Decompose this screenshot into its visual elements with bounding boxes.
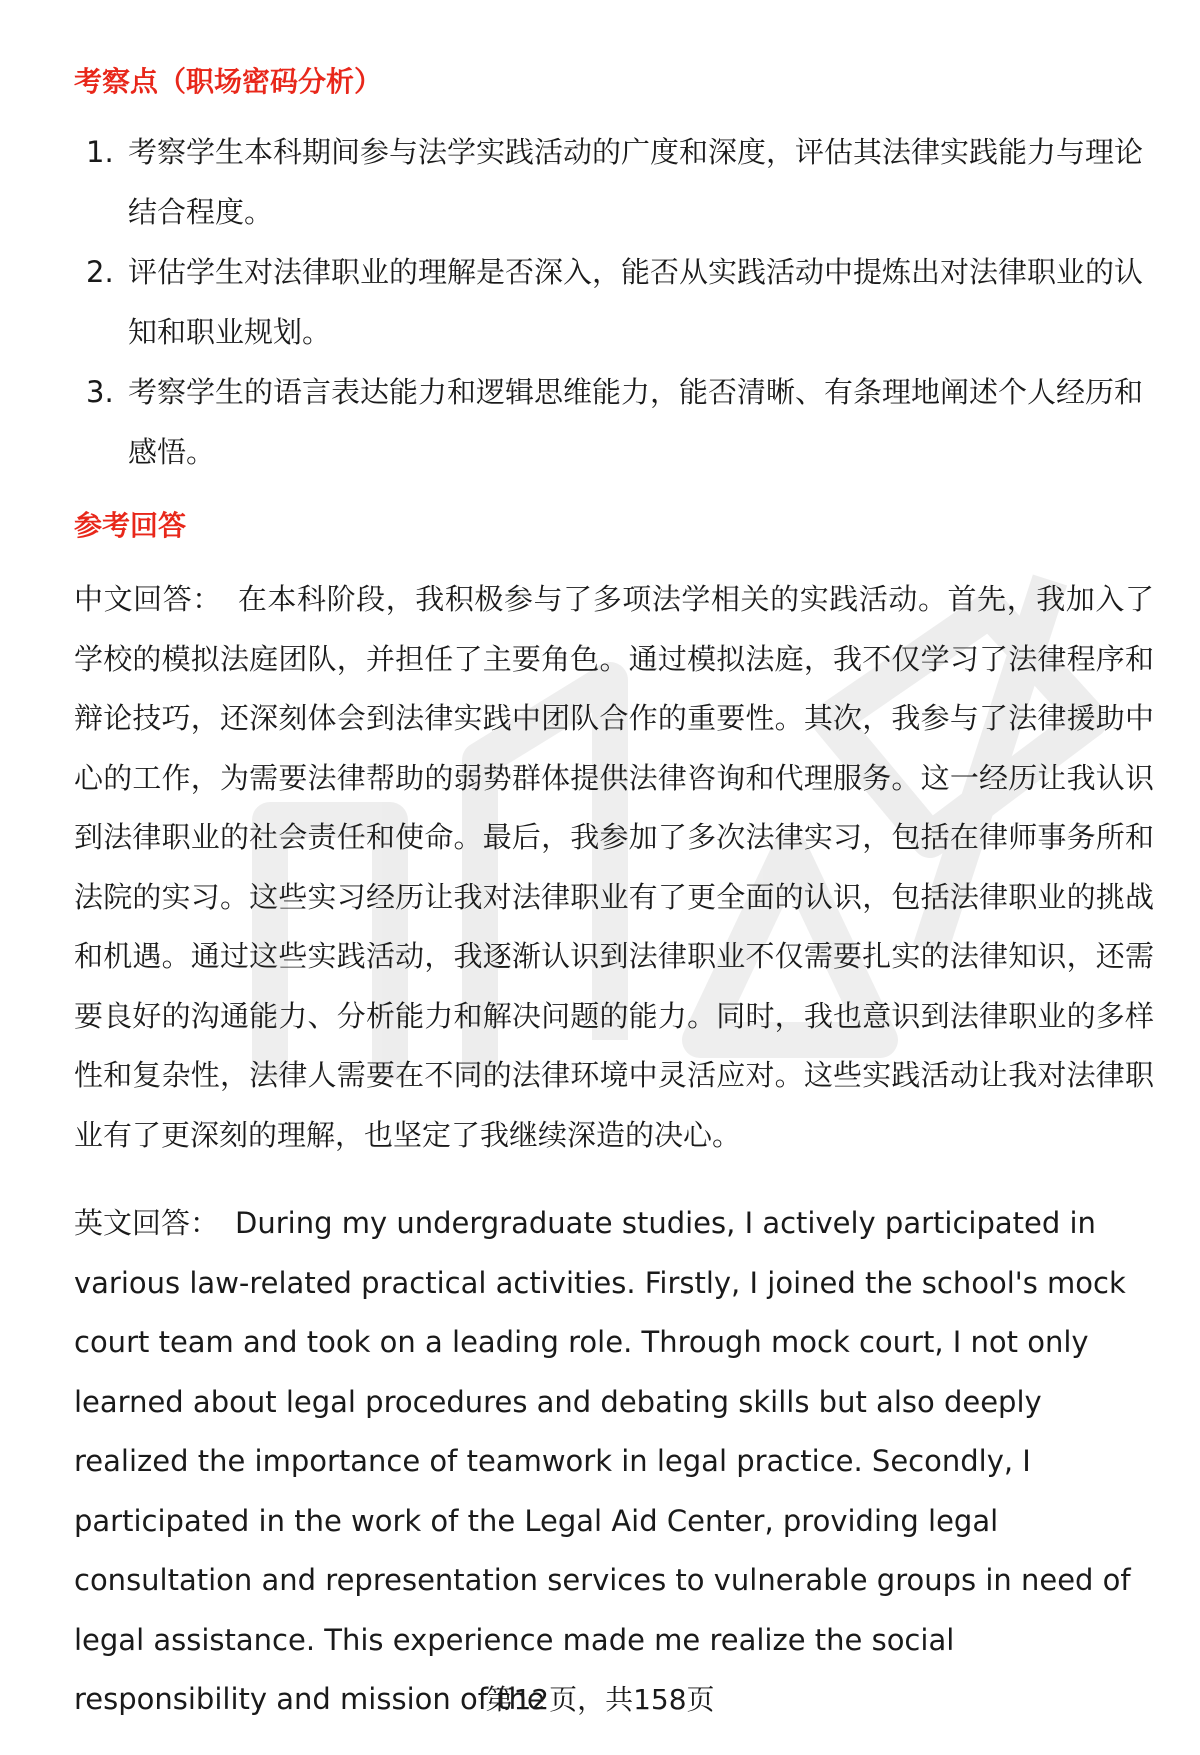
chinese-answer-text: 在本科阶段，我积极参与了多项法学相关的实践活动。首先，我加入了学校的模拟法庭团队，并担任了主要角色。通过模拟法庭，我不仅学习了法律程序和辩论技巧，还深刻体会到法律实践中团队合作的重要性。其次，我参与了法律援助中心的工作，为需要法律帮助的弱势群体提供法律咨询和代理服务。这一经历让我认识到法律职业的社会责任和使命。最后，我参加了多次法律实习，包括在律师事务所和法院的实习。这些实习经历让我对法律职业有了更全面的认识，包括法律职业的挑战和机遇。通过这些实践活动，我逐渐认识到法律职业不仅需要扎实的法律知识，还需要良好的沟通能力、分析能力和解决问题的能力。同时，我也意识到法律职业的多样性和复杂性，法律人需要在不同的法律环境中灵活应对。这些实践活动让我对法律职业有了更深刻的理解，也坚定了我继续深造的决心。: [74, 582, 1154, 1152]
chinese-answer: [74, 570, 1154, 1165]
list-item: [74, 122, 1154, 242]
list-number: 3.: [86, 375, 114, 409]
list-item: [74, 362, 1154, 482]
list-text: 考察学生的语言表达能力和逻辑思维能力，能否清晰、有条理地阐述个人经历和感悟。: [128, 375, 1144, 469]
list-text: 考察学生本科期间参与法学实践活动的广度和深度，评估其法律实践能力与理论结合程度。: [128, 135, 1144, 229]
assessment-list: [74, 122, 1154, 482]
list-item: [74, 242, 1154, 362]
list-number: 2.: [86, 255, 114, 289]
chinese-answer-label: 中文回答：: [74, 582, 222, 616]
assessment-heading: 考察点（职场密码分析）: [74, 65, 383, 98]
list-text: 评估学生对法律职业的理解是否深入，能否从实践活动中提炼出对法律职业的认知和职业规划。: [128, 255, 1144, 349]
english-answer-text: During my undergraduate studies, I actively participated in various law-related practical activities. Firstly, I joined the school's mock court team and took on a leading role. Through mock court, I not only learned about legal procedures and debating skills but also deeply realized the importance of teamwork in legal practice. Secondly, I participated in the work of the Legal Aid Center, providing legal consultation and representation services to vulnerable groups in need of legal assistance. This experience made me realize the social responsibility and mission of the: [74, 1206, 1131, 1716]
list-number: 1.: [86, 135, 114, 169]
content: [74, 52, 1154, 1730]
reference-answer-heading: 参考回答: [74, 509, 187, 542]
page-number: 第12页，共158页: [485, 1683, 715, 1716]
english-answer: [74, 1194, 1154, 1730]
english-answer-label: 英文回答：: [74, 1206, 220, 1240]
